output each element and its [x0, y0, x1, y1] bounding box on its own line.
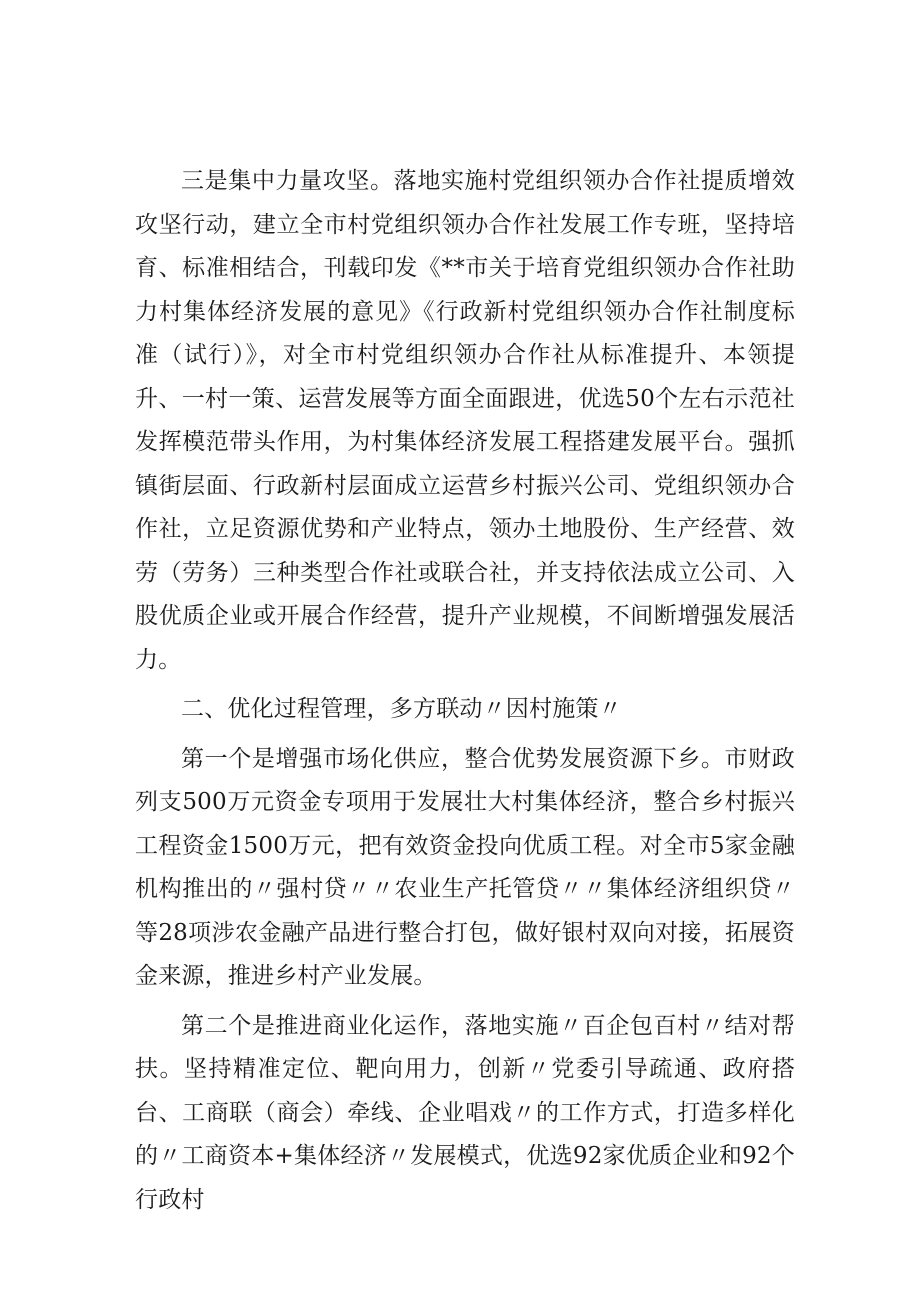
paragraph-commercial-operation: 第二个是推进商业化运作，落地实施〃百企包百村〃结对帮扶。坚持精准定位、靶向用力，创新〃党委引导疏通、政府搭台、工商联（商会）牵线、企业唱戏〃的工作方式，打造多样化的〃工商资本+集体经济〃发展模式，优选92家优质企业和92个行政村	[135, 1012, 795, 1213]
document-body	[135, 160, 795, 1222]
paragraph-market-supply: 第一个是增强市场化供应，整合优势发展资源下乡。市财政列支500万元资金专项用于发展壮大村集体经济，整合乡村振兴工程资金1500万元，把有效资金投向优质工程。对全市5家金融机构推出的〃强村贷〃〃农业生产托管贷〃〃集体经济组织贷〃等28项涉农金融产品进行整合打包，做好银村双向对接，拓展资金来源，推进乡村产业发展。	[135, 745, 795, 989]
paragraph-focused-effort: 三是集中力量攻坚。落地实施村党组织领办合作社提质增效攻坚行动，建立全市村党组织领办合作社发展工作专班，坚持培育、标准相结合，刊载印发《**市关于培育党组织领办合作社助力村集体经济发展的意见》《行政新村党组织领办合作社制度标准（试行）》，对全市村党组织领办合作社从标准提升、本领提升、一村一策、运营发展等方面全面跟进，优选50个左右示范社发挥模范带头作用，为村集体经济发展工程搭建发展平台。强抓镇街层面、行政新村层面成立运营乡村振兴公司、党组织领办合作社，立足资源优势和产业特点，领办土地股份、生产经营、效劳（劳务）三种类型合作社或联合社，并支持依法成立公司、入股优质企业或开展合作经营，提升产业规模，不间断增强发展活力。	[135, 168, 795, 673]
section-heading-process-management: 二、优化过程管理，多方联动〃因村施策〃	[181, 696, 622, 722]
